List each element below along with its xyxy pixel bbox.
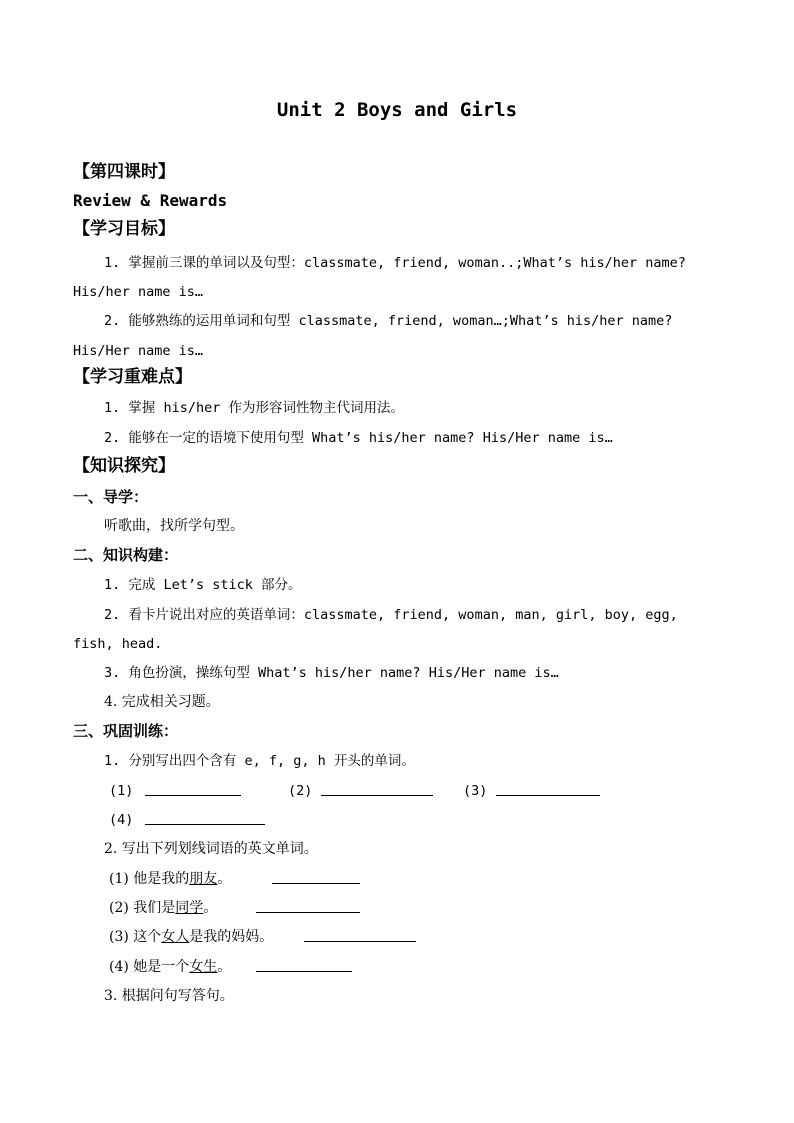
exercise-2-item-1-post: 。 <box>217 871 232 887</box>
exercise-1-label-2: (2) <box>288 783 313 799</box>
section-2-item-2: 2. 看卡片说出对应的英语单词：classmate, friend, woman, man, girl, boy, egg, <box>104 607 678 623</box>
exercise-2-blank-1[interactable] <box>272 869 360 890</box>
exercise-2-item-2-post: 。 <box>203 900 218 916</box>
exercise-2-blank-3[interactable] <box>304 927 416 948</box>
exercise-2-item-2 <box>109 898 217 918</box>
section-3-heading: 三、巩固训练： <box>73 722 179 740</box>
page-title: Unit 2 Boys and Girls <box>276 99 518 121</box>
exercise-2-prompt: 2. 写出下列划线词语的英文单词。 <box>104 841 318 857</box>
exercise-2-item-1 <box>109 869 231 889</box>
keypoint-item-1: 1. 掌握 his/her 作为形容词性物主代词用法。 <box>104 400 405 416</box>
exercise-1-prompt: 1. 分别写出四个含有 e, f, g, h 开头的单词。 <box>104 753 415 769</box>
exercise-2-item-1-pre: (1) 他是我的 <box>109 871 190 887</box>
section-1-heading: 一、导学： <box>73 488 149 506</box>
exercise-1-label-3: (3) <box>463 783 488 799</box>
exercise-2-item-4-post: 。 <box>217 959 232 975</box>
exercise-2-item-3-post: 是我的妈妈。 <box>189 929 274 945</box>
exercise-2-item-1-word: 朋友 <box>189 871 218 887</box>
exercise-1-blank-2[interactable] <box>321 781 433 802</box>
section-2-heading: 二、知识构建： <box>73 546 179 564</box>
exercise-1-label-1: (1) <box>109 783 134 799</box>
section-2-item-3: 3. 角色扮演，操练句型 What’s his/her name? His/Her name is… <box>104 665 559 681</box>
explore-heading: 【知识探究】 <box>73 456 175 476</box>
section-2-item-4: 4. 完成相关习题。 <box>104 694 220 710</box>
exercise-3-prompt: 3. 根据问句写答句。 <box>104 988 234 1004</box>
exercise-2-item-4-word: 女生 <box>189 959 218 975</box>
goals-heading: 【学习目标】 <box>73 219 175 239</box>
exercise-2-item-2-word: 同学 <box>175 900 204 916</box>
goal-item-1-cont: His/her name is… <box>73 284 204 300</box>
exercise-1-blank-1[interactable] <box>145 781 241 802</box>
exercise-2-blank-4[interactable] <box>256 957 352 978</box>
exercise-2-blank-2[interactable] <box>256 898 360 919</box>
exercise-2-item-4-pre: (4) 她是一个 <box>109 959 190 975</box>
exercise-1-label-4: (4) <box>109 812 134 828</box>
goal-item-1: 1. 掌握前三课的单词以及句型：classmate, friend, woman..;What’s his/her name? <box>104 255 686 271</box>
goal-item-2-cont: His/Her name is… <box>73 343 204 359</box>
exercise-2-item-2-pre: (2) 我们是 <box>109 900 176 916</box>
section-1-text: 听歌曲，找所学句型。 <box>104 518 244 534</box>
exercise-1-blank-3[interactable] <box>496 781 600 802</box>
exercise-2-item-3-word: 女人 <box>161 929 190 945</box>
exercise-2-item-4 <box>109 957 231 977</box>
exercise-2-item-3 <box>109 927 273 947</box>
review-heading: Review & Rewards <box>73 191 228 210</box>
exercise-1-blank-4[interactable] <box>145 810 265 831</box>
section-2-item-2-cont: fish, head. <box>73 636 163 652</box>
goal-item-2: 2. 能够熟练的运用单词和句型 classmate, friend, woman…;What’s his/her name? <box>104 313 673 329</box>
section-2-item-1: 1. 完成 Let’s stick 部分。 <box>104 577 302 593</box>
keypoints-heading: 【学习重难点】 <box>73 367 192 387</box>
keypoint-item-2: 2. 能够在一定的语境下使用句型 What’s his/her name? His/Her name is… <box>104 430 613 446</box>
lesson-label: 【第四课时】 <box>73 162 175 182</box>
exercise-2-item-3-pre: (3) 这个 <box>109 929 162 945</box>
